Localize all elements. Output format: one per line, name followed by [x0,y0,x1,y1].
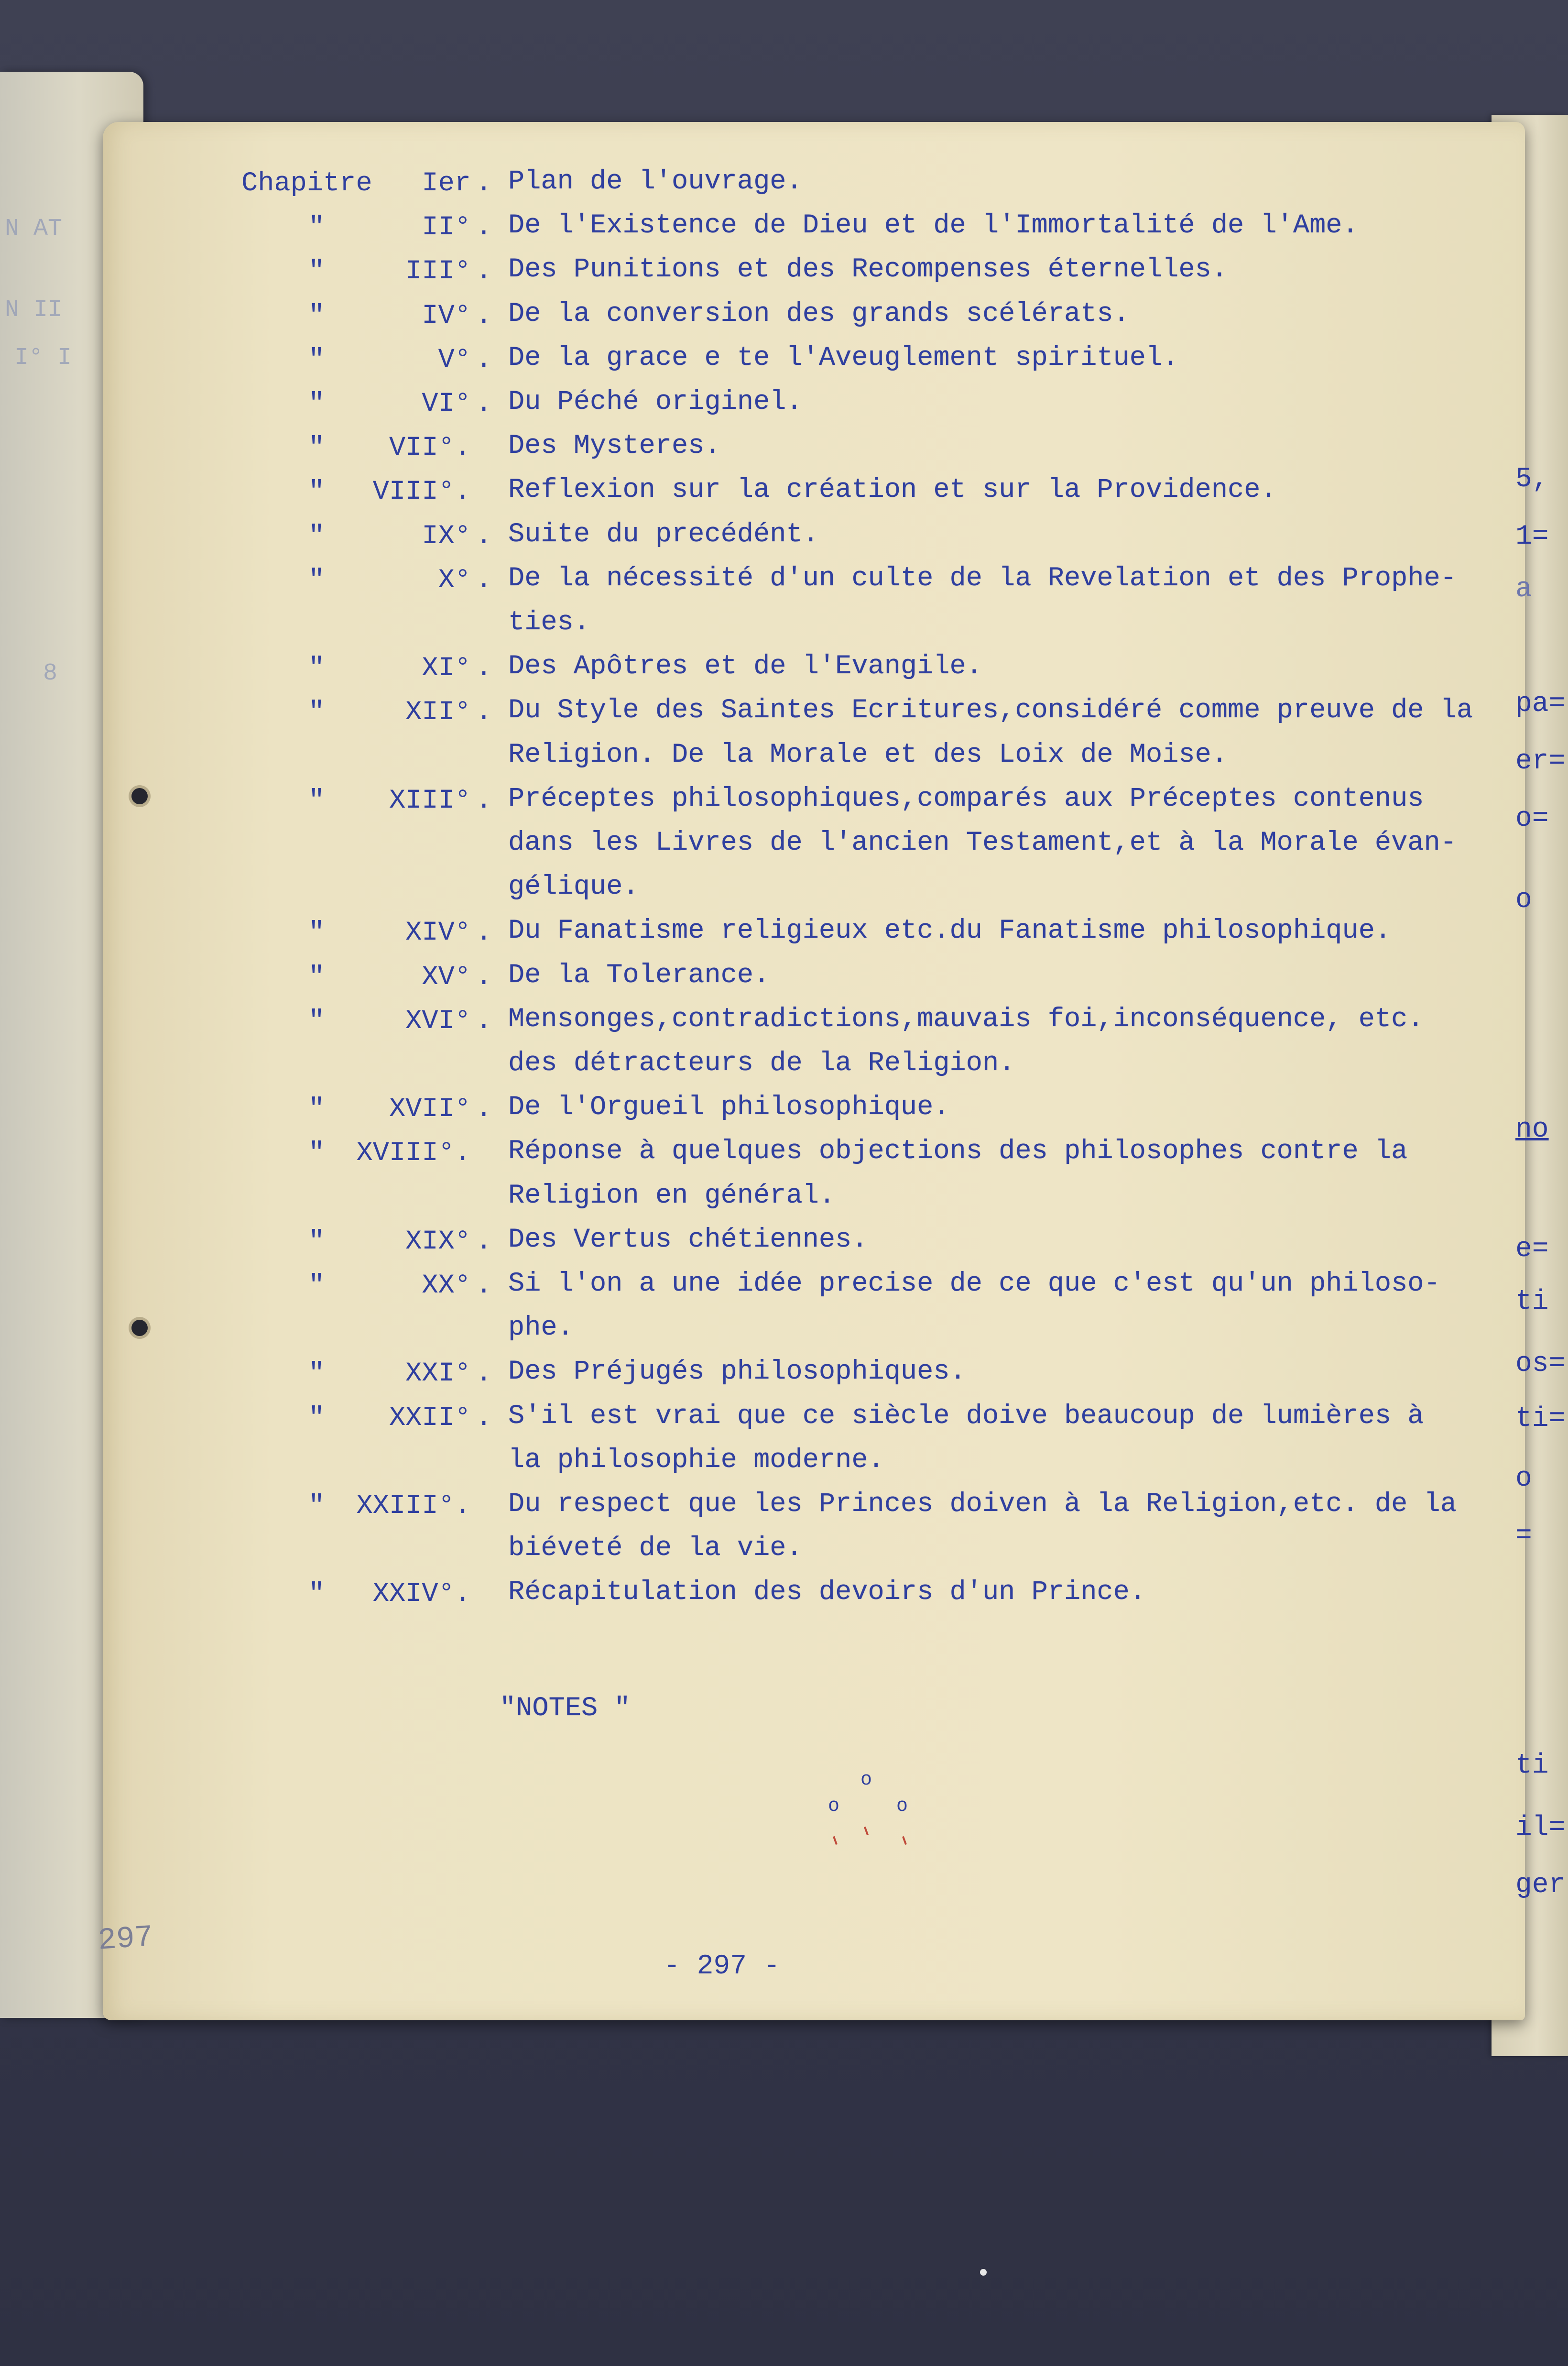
ditto-mark: " [308,521,325,552]
ornament-ring: o [828,1796,840,1817]
ditto-mark: " [308,1094,325,1125]
chapter-title-line: dans les Livres de l'ancien Testament,et à la Morale évan- [508,828,1457,858]
separator-dot: . [476,697,492,728]
chapter-title-line: Du Style des Saintes Ecritures,considéré comme preuve de la [508,695,1473,726]
ditto-mark: " [308,344,325,375]
chapter-title-line: Si l'on a une idée precise de ce que c'est qu'un philoso- [508,1269,1440,1299]
separator-dot: . [476,344,492,375]
chapter-title-line: gélique. [508,872,639,903]
chapter-numeral: VI° [422,389,471,419]
chapter-numeral: XIX° [405,1226,471,1257]
chapter-numeral: XII° [405,697,471,728]
ditto-mark: " [308,697,325,728]
chapter-title-line: Des Apôtres et de l'Evangile. [508,651,982,682]
chapter-numeral: XXI° [405,1358,471,1390]
chapter-numeral: IV° [422,300,471,331]
chapter-numeral: II° [422,212,471,243]
ditto-mark: " [308,1402,325,1434]
ditto-mark: " [308,785,325,816]
separator-dot: . [476,212,492,243]
edge-fragment: il= [1515,1812,1566,1843]
chapter-title-line: De l'Existence de Dieu et de l'Immortalité de l'Ame. [508,210,1359,241]
separator-dot: . [476,1402,492,1434]
separator-dot: . [476,653,492,684]
ditto-mark: " [308,653,325,684]
separator-dot: . [476,962,492,993]
page-number: - 297 - [664,1951,780,1982]
chapter-title-line: De la Tolerance. [508,960,770,991]
separator-dot: . [476,1358,492,1390]
ditto-mark: " [308,300,325,331]
notes-heading: "NOTES " [500,1693,631,1724]
ditto-mark: " [308,433,325,464]
left-ghost-text: N AT [5,215,63,242]
chapter-title-line: Religion. De la Morale et des Loix de Moise. [508,739,1228,770]
separator-dot: . [476,785,492,816]
ditto-mark: " [308,962,325,993]
chapter-title-line: Des Préjugés philosophiques. [508,1357,966,1388]
chapter-title-line: Des Punitions et des Recompenses éternelles. [508,254,1228,285]
chapter-numeral: XXIII°. [356,1491,471,1522]
chapter-title-line: De la conversion des grands scélérats. [508,298,1130,329]
edge-fragment: ti [1515,1286,1549,1317]
edge-fragment: o [1515,1463,1532,1494]
edge-fragment: 5, [1515,464,1549,495]
edge-fragment: ti= [1515,1403,1566,1435]
chapter-title-line: S'il est vrai que ce siècle doive beaucoup de lumières à [508,1401,1424,1432]
chapter-numeral: XXIV°. [372,1579,471,1610]
chapter-title-line: Mensonges,contradictions,mauvais foi,inconséquence, etc. [508,1004,1424,1035]
edge-fragment: e= [1515,1234,1549,1265]
chapter-title-line: Des Vertus chétiennes. [508,1224,868,1255]
chapter-label: Chapitre [241,168,372,199]
binding-hole [131,788,148,804]
chapter-numeral: XXII° [389,1402,471,1434]
edge-fragment: ger [1515,1870,1566,1901]
chapter-title-line: phe. [508,1313,574,1344]
chapter-title-line: De la nécessité d'un culte de la Revelation et des Prophe- [508,563,1457,594]
chapter-numeral: VIII°. [372,477,471,508]
separator-dot: . [476,389,492,419]
chapter-title-line: Du respect que les Princes doiven à la Religion,etc. de la [508,1489,1457,1520]
separator-dot: . [476,521,492,552]
ornament-ring: o [860,1769,872,1791]
chapter-numeral: XX° [422,1271,471,1301]
separator-dot: . [476,1271,492,1301]
ditto-mark: " [308,1579,325,1610]
chapter-numeral: XVII° [389,1094,471,1125]
separator-dot: . [476,1226,492,1257]
edge-fragment: o [1515,885,1532,916]
chapter-numeral: XIII° [389,785,471,816]
edge-fragment: 1= [1515,521,1549,552]
left-ghost-text: I° I [14,344,72,372]
chapter-numeral: III° [405,256,471,287]
ditto-mark: " [308,212,325,243]
dust-speck [980,2269,987,2276]
chapter-numeral: XV° [422,962,471,993]
left-ghost-text: 8 [43,660,58,687]
chapter-title-line: Réponse à quelques objections des philosophes contre la [508,1136,1408,1167]
chapter-numeral: XVI° [405,1006,471,1037]
separator-dot: . [476,1094,492,1125]
chapter-numeral: IX° [422,521,471,552]
separator-dot: . [476,918,492,949]
chapter-numeral: XIV° [405,918,471,949]
edge-fragment: no [1515,1114,1549,1145]
edge-fragment: os= [1515,1348,1566,1380]
ditto-mark: " [308,477,325,508]
edge-fragment: ti [1515,1750,1549,1781]
chapter-title-line: De l'Orgueil philosophique. [508,1092,950,1123]
edge-fragment: a [1515,574,1532,605]
chapter-title-line: Récapitulation des devoirs d'un Prince. [508,1577,1146,1608]
pencil-folio: 297 [97,1920,154,1959]
chapter-title-line: la philosophie moderne. [508,1445,884,1476]
separator-dot: . [476,168,492,199]
chapter-numeral: VII°. [389,433,471,464]
chapter-numeral: X° [438,565,471,596]
separator-dot: . [476,300,492,331]
chapter-numeral: XI° [422,653,471,684]
ditto-mark: " [308,1358,325,1390]
chapter-title-line: biéveté de la vie. [508,1533,803,1564]
chapter-title-line: Suite du precédént. [508,519,819,550]
ditto-mark: " [308,256,325,287]
chapter-title-line: Du Péché originel. [508,387,803,417]
edge-fragment: = [1515,1521,1532,1552]
chapter-title-line: des détracteurs de la Religion. [508,1048,1015,1079]
chapter-title-line: ties. [508,607,590,638]
ditto-mark: " [308,1006,325,1037]
chapter-title-line: Des Mysteres. [508,431,721,462]
ornament-ring: o [896,1796,908,1817]
ditto-mark: " [308,1491,325,1522]
chapter-title-line: Plan de l'ouvrage. [508,166,803,197]
ditto-mark: " [308,389,325,419]
chapter-title-line: Religion en général. [508,1180,836,1211]
separator-dot: . [476,1006,492,1037]
ditto-mark: " [308,918,325,949]
separator-dot: . [476,565,492,596]
edge-fragment: er= [1515,746,1566,777]
chapter-title-line: Reflexion sur la création et sur la Providence. [508,475,1277,506]
chapter-numeral: Ier [422,168,471,199]
chapter-numeral: XVIII°. [356,1138,471,1169]
chapter-title-line: Préceptes philosophiques,comparés aux Préceptes contenus [508,783,1424,814]
chapter-title-line: Du Fanatisme religieux etc.du Fanatisme philosophique. [508,916,1392,947]
ditto-mark: " [308,1138,325,1169]
ditto-mark: " [308,1226,325,1257]
left-ghost-text: N II [5,296,63,324]
separator-dot: . [476,256,492,287]
edge-fragment: pa= [1515,689,1566,720]
binding-hole [131,1320,148,1336]
ditto-mark: " [308,565,325,596]
ditto-mark: " [308,1271,325,1301]
chapter-title-line: De la grace e te l'Aveuglement spirituel. [508,342,1179,373]
chapter-numeral: V° [438,344,471,375]
edge-fragment: o= [1515,803,1549,834]
